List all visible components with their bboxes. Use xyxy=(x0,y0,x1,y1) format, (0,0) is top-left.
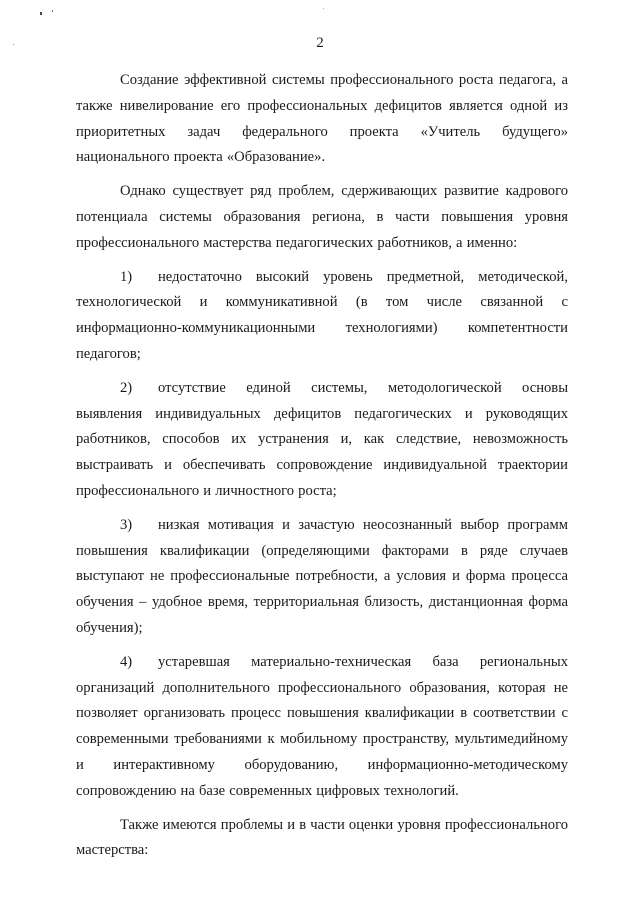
list-item-number: 4) xyxy=(120,653,133,670)
list-item-2 xyxy=(76,376,568,505)
list-item-4 xyxy=(76,650,568,805)
paragraph-intro: Создание эффективной системы профессионального роста педагога, а также нивелирование его профессиональных дефицитов является одной из приоритетных задач федерального проекта «Учитель будущего» национального проекта «Образование». xyxy=(76,72,568,166)
list-item-number: 2) xyxy=(120,379,133,396)
list-item-text: устаревшая материально-техническая база региональных организаций дополнительного профессионального образования, которая не позволяет организовать процесс повышения квалификации в соответствии с современными требованиями к мобильному пространству, мультимедийному и интерактивному оборудованию, информационно-методическому сопровождению на базе современных цифровых технологий. xyxy=(76,653,568,799)
list-item-text: низкая мотивация и зачастую неосознанный выбор программ повышения квалификации (определяющими факторами в ряде случаев выступают не профессиональные потребности, а условия и форма процесса обучения – удобное время, территориальная близость, дистанционная форма обучения); xyxy=(76,516,568,636)
paragraph-closing: Также имеются проблемы и в части оценки уровня профессионального мастерства: xyxy=(76,816,568,859)
list-item-text: недостаточно высокий уровень предметной, методической, технологической и коммуникативной (в том числе связанной с информационно-коммуникационными технологиями) компетентности педагогов; xyxy=(76,268,568,362)
list-item-number: 1) xyxy=(120,268,133,285)
paragraph-problems-lead: Однако существует ряд проблем, сдерживающих развитие кадрового потенциала системы образования региона, в части повышения уровня профессионального мастерства педагогических работников, а именно: xyxy=(76,183,568,251)
list-item-number: 3) xyxy=(120,516,133,533)
document-body xyxy=(76,68,568,864)
list-item-1 xyxy=(76,265,568,368)
page-number: 2 xyxy=(316,35,324,51)
list-item-text: отсутствие единой системы, методологической основы выявления индивидуальных дефицитов педагогических и руководящих работников, способов их устранения и, как следствие, невозможность выстраивать и обеспечивать сопровождение индивидуальной траектории профессионального и личностного роста; xyxy=(76,379,568,499)
list-item-3 xyxy=(76,513,568,642)
